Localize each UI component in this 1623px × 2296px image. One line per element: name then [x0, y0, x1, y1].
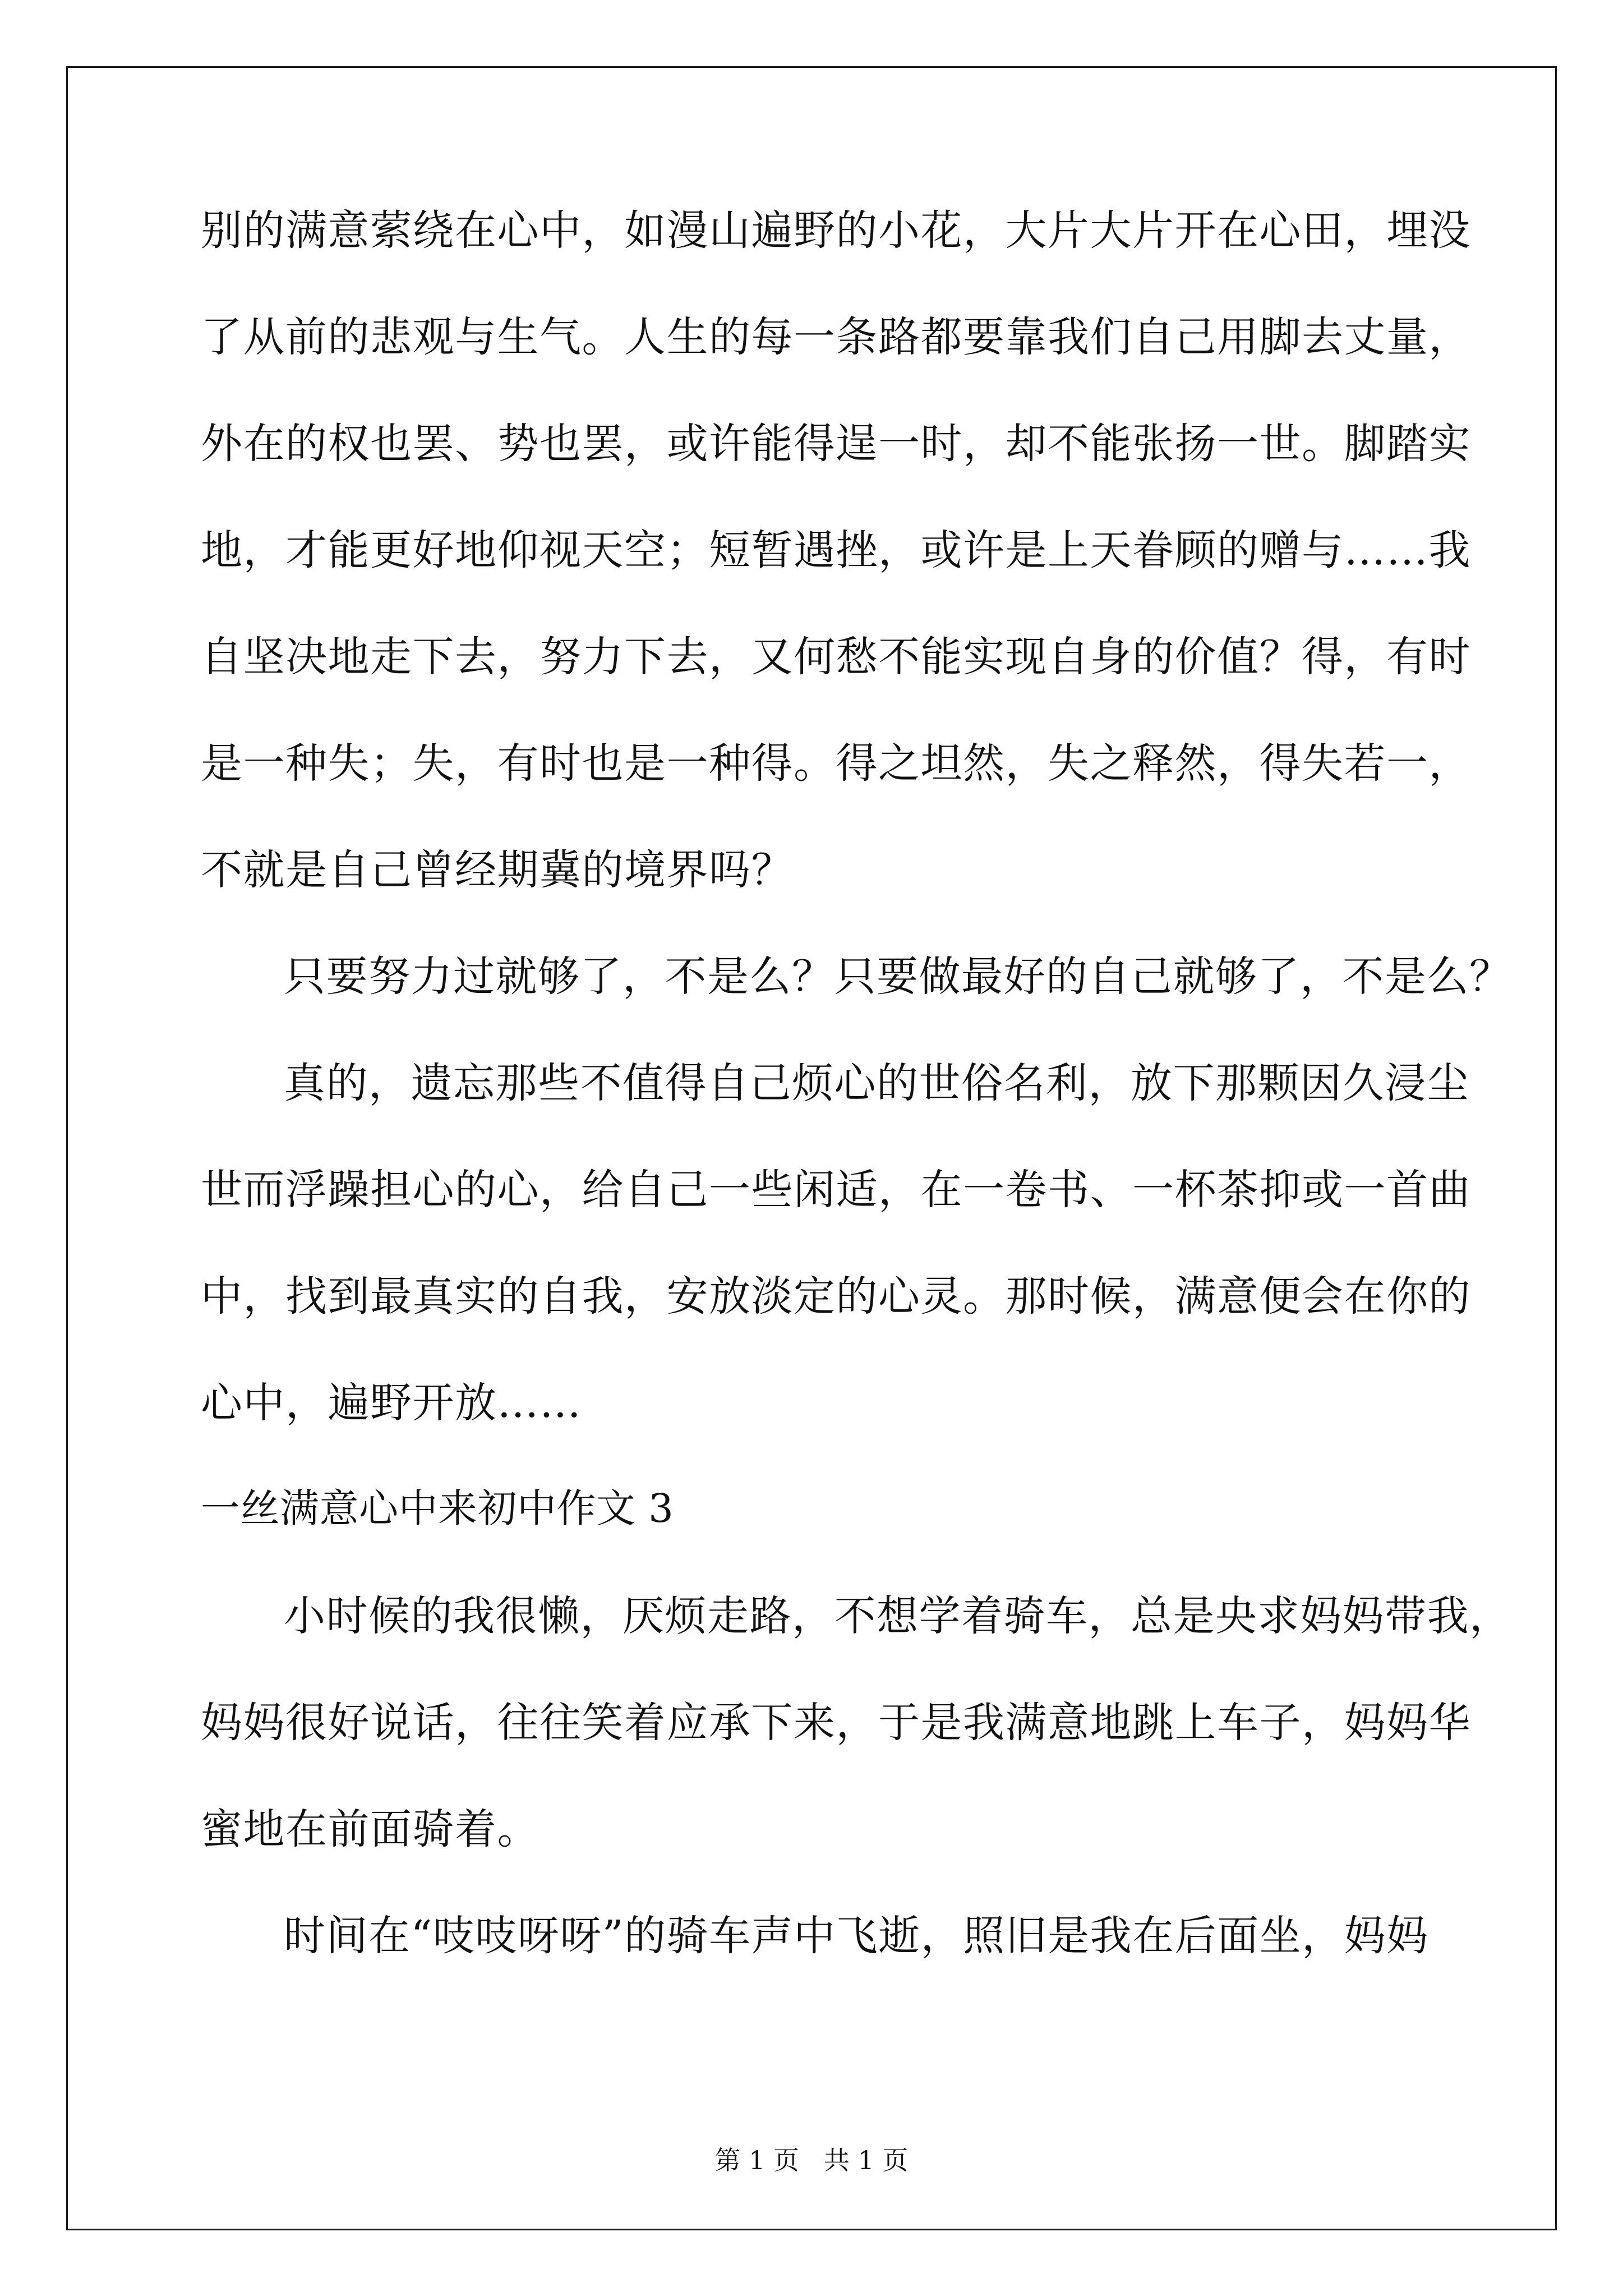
text-line: 妈妈很好说话，往往笑着应承下来，于是我满意地跳上车子，妈妈华 — [201, 1699, 1471, 1747]
text-line: 地，才能更好地仰视天空；短暂遇挫，或许是上天眷顾的赠与……我 — [201, 526, 1471, 574]
text-line: 了从前的悲观与生气。人生的每一条路都要靠我们自己用脚去丈量， — [201, 313, 1471, 361]
text-line: 世而浮躁担心的心，给自己一些闲适，在一卷书、一杯茶抑或一首曲 — [201, 1166, 1471, 1214]
text-line: 心中，遍野开放…… — [201, 1379, 582, 1427]
paragraph-first-line: 时间在“吱吱呀呀”的骑车声中飞逝，照旧是我在后面坐，妈妈 — [284, 1912, 1429, 1960]
text-line: 不就是自己曾经期冀的境界吗？ — [201, 846, 794, 894]
section-heading: 一丝满意心中来初中作文 3 — [201, 1485, 674, 1531]
document-body — [201, 206, 1512, 2022]
text-line: 自坚决地走下去，努力下去，又何愁不能实现自身的价值？得，有时 — [201, 633, 1471, 681]
text-line: 别的满意萦绕在心中，如漫山遍野的小花，大片大片开在心田，埋没 — [201, 206, 1471, 255]
text-line: 中，找到最真实的自我，安放淡定的心灵。那时候，满意便会在你的 — [201, 1272, 1471, 1320]
paragraph-first-line: 真的，遗忘那些不值得自己烦心的世俗名利，放下那颗因久浸尘 — [284, 1059, 1469, 1107]
page-number-footer: 第 1 页 共 1 页 — [714, 2145, 909, 2175]
paragraph-first-line: 只要努力过就够了，不是么？只要做最好的自己就够了，不是么？ — [284, 953, 1512, 1001]
text-line: 外在的权也罢、势也罢，或许能得逞一时，却不能张扬一世。脚踏实 — [201, 420, 1471, 468]
paragraph-first-line: 小时候的我很懒，厌烦走路，不想学着骑车，总是央求妈妈带我， — [284, 1592, 1512, 1640]
text-line: 是一种失；失，有时也是一种得。得之坦然，失之释然，得失若一， — [201, 739, 1471, 788]
text-line: 蜜地在前面骑着。 — [201, 1805, 540, 1853]
